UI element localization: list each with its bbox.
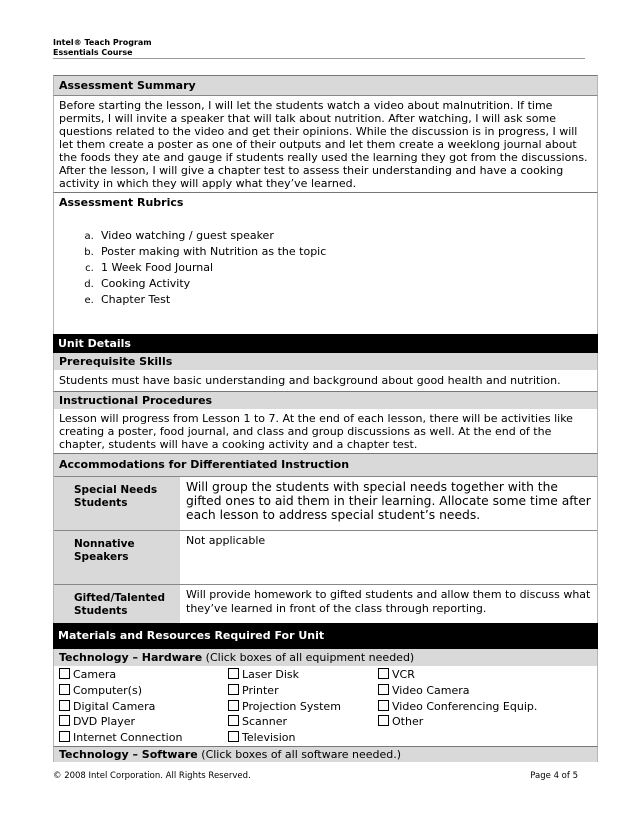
accommodation-text: Not applicable <box>186 534 266 547</box>
rubric-item: c. 1 Week Food Journal <box>97 260 592 276</box>
page-header <box>53 38 585 59</box>
checkbox-label: Projection System <box>242 699 341 713</box>
hardware-checkbox-item[interactable] <box>59 699 228 715</box>
header-course: Essentials Course <box>53 47 133 57</box>
software-heading <box>53 746 598 762</box>
hardware-checkbox-grid <box>53 666 598 746</box>
hardware-checkbox-item[interactable] <box>378 683 604 699</box>
footer-page-number: Page 4 of 5 <box>530 771 578 781</box>
checkbox-icon[interactable] <box>378 700 389 711</box>
accommodation-row <box>54 476 597 530</box>
rubric-item: b. Poster making with Nutrition as the topic <box>97 244 592 260</box>
checkbox-label: DVD Player <box>73 715 135 729</box>
hardware-checkbox-item[interactable] <box>59 714 228 730</box>
hardware-checkbox-item[interactable] <box>378 699 604 715</box>
instructional-text: Lesson will progress from Lesson 1 to 7. At the end of each lesson, there will be activities like creating a poster, food journal, and class and group discussions as well. At the end of the chapter, students will have a cooking activity and a chapter test. <box>53 409 598 453</box>
checkbox-icon[interactable] <box>378 715 389 726</box>
checkbox-icon[interactable] <box>59 700 70 711</box>
checkbox-icon[interactable] <box>228 715 239 726</box>
assessment-summary-text: Before starting the lesson, I will let the students watch a video about malnutrition. If time permits, I will invite a speaker that will talk about nutrition. After watching, I will ask some questions related to the video and get their opinions. While the discussion is in progress, I will let them create a poster as one of their outputs and let them create a weeklong journal about the foods they ate and gauge if students really used the learning they got from the discussions. After the lesson, I will give a chapter test to assess their understanding and have a cooking activity in which they will apply what they’ve learned. <box>53 95 598 192</box>
document-body <box>53 75 598 762</box>
assessment-rubrics-heading: Assessment Rubrics <box>53 192 598 212</box>
assessment-rubrics-list <box>53 212 598 334</box>
checkbox-label: Video Camera <box>392 683 470 697</box>
checkbox-label: VCR <box>392 668 415 681</box>
hardware-checkbox-item[interactable] <box>59 730 228 746</box>
accommodation-label: Nonnative Speakers <box>54 531 180 584</box>
checkbox-label: Other <box>392 715 424 729</box>
checkbox-icon[interactable] <box>59 684 70 695</box>
prerequisite-text: Students must have basic understanding and background about good health and nutrition. <box>53 370 598 391</box>
checkbox-icon[interactable] <box>228 668 239 679</box>
hardware-title: Technology – Hardware <box>59 651 203 664</box>
hardware-checkbox-item[interactable] <box>378 667 604 683</box>
software-note: (Click boxes of all software needed.) <box>201 747 402 761</box>
checkbox-label: Camera <box>73 668 117 681</box>
checkbox-label: Computer(s) <box>73 683 142 697</box>
prerequisite-heading: Prerequisite Skills <box>53 353 598 370</box>
checkbox-label: Scanner <box>242 715 288 729</box>
hardware-checkbox-item[interactable] <box>228 714 378 730</box>
rubric-item: a. Video watching / guest speaker <box>97 228 592 244</box>
checkbox-icon[interactable] <box>228 684 239 695</box>
checkbox-icon[interactable] <box>228 731 239 742</box>
checkbox-label: Television <box>242 731 296 745</box>
checkbox-icon[interactable] <box>59 668 70 679</box>
accommodation-label: Gifted/Talented Students <box>54 585 180 623</box>
hardware-checkbox-item[interactable] <box>228 730 378 746</box>
checkbox-label: Printer <box>242 683 279 697</box>
accommodation-label: Special Needs Students <box>54 477 180 530</box>
assessment-summary-heading: Assessment Summary <box>53 75 598 95</box>
footer-copyright: © 2008 Intel Corporation. All Rights Reserved. <box>53 771 251 781</box>
rubric-item: d. Cooking Activity <box>97 276 592 292</box>
hardware-heading <box>53 649 598 666</box>
checkbox-icon[interactable] <box>228 700 239 711</box>
accommodation-row <box>54 530 597 584</box>
accommodation-text: Will group the students with special needs together with the gifted ones to aid them in their learning. Allocate some time after each lesson to address special student’s needs. <box>186 480 591 522</box>
checkbox-label: Digital Camera <box>73 699 156 713</box>
checkbox-label: Internet Connection <box>73 731 183 745</box>
hardware-checkbox-item[interactable] <box>59 683 228 699</box>
accommodation-text: Will provide homework to gifted students and allow them to discuss what they’ve learned in front of the class through reporting. <box>186 588 591 615</box>
instructional-heading: Instructional Procedures <box>53 391 598 409</box>
accommodations-table <box>53 476 598 623</box>
accommodations-heading: Accommodations for Differentiated Instruction <box>53 453 598 476</box>
hardware-checkbox-item[interactable] <box>59 667 228 683</box>
hardware-checkbox-item[interactable] <box>378 714 604 730</box>
checkbox-icon[interactable] <box>59 731 70 742</box>
unit-details-heading: Unit Details <box>53 334 598 353</box>
materials-heading: Materials and Resources Required For Unit <box>53 623 598 649</box>
hardware-checkbox-item[interactable] <box>228 699 378 715</box>
checkbox-label: Video Conferencing Equip. <box>392 699 538 713</box>
hardware-note: (Click boxes of all equipment needed) <box>205 651 415 664</box>
software-title: Technology – Software <box>59 747 198 761</box>
rubric-item: e. Chapter Test <box>97 292 592 308</box>
accommodation-row <box>54 584 597 623</box>
checkbox-icon[interactable] <box>378 684 389 695</box>
checkbox-icon[interactable] <box>378 668 389 679</box>
hardware-checkbox-item[interactable] <box>228 667 378 683</box>
checkbox-icon[interactable] <box>59 715 70 726</box>
header-program: Intel® Teach Program <box>53 38 152 47</box>
checkbox-label: Laser Disk <box>242 668 300 681</box>
hardware-checkbox-item[interactable] <box>228 683 378 699</box>
